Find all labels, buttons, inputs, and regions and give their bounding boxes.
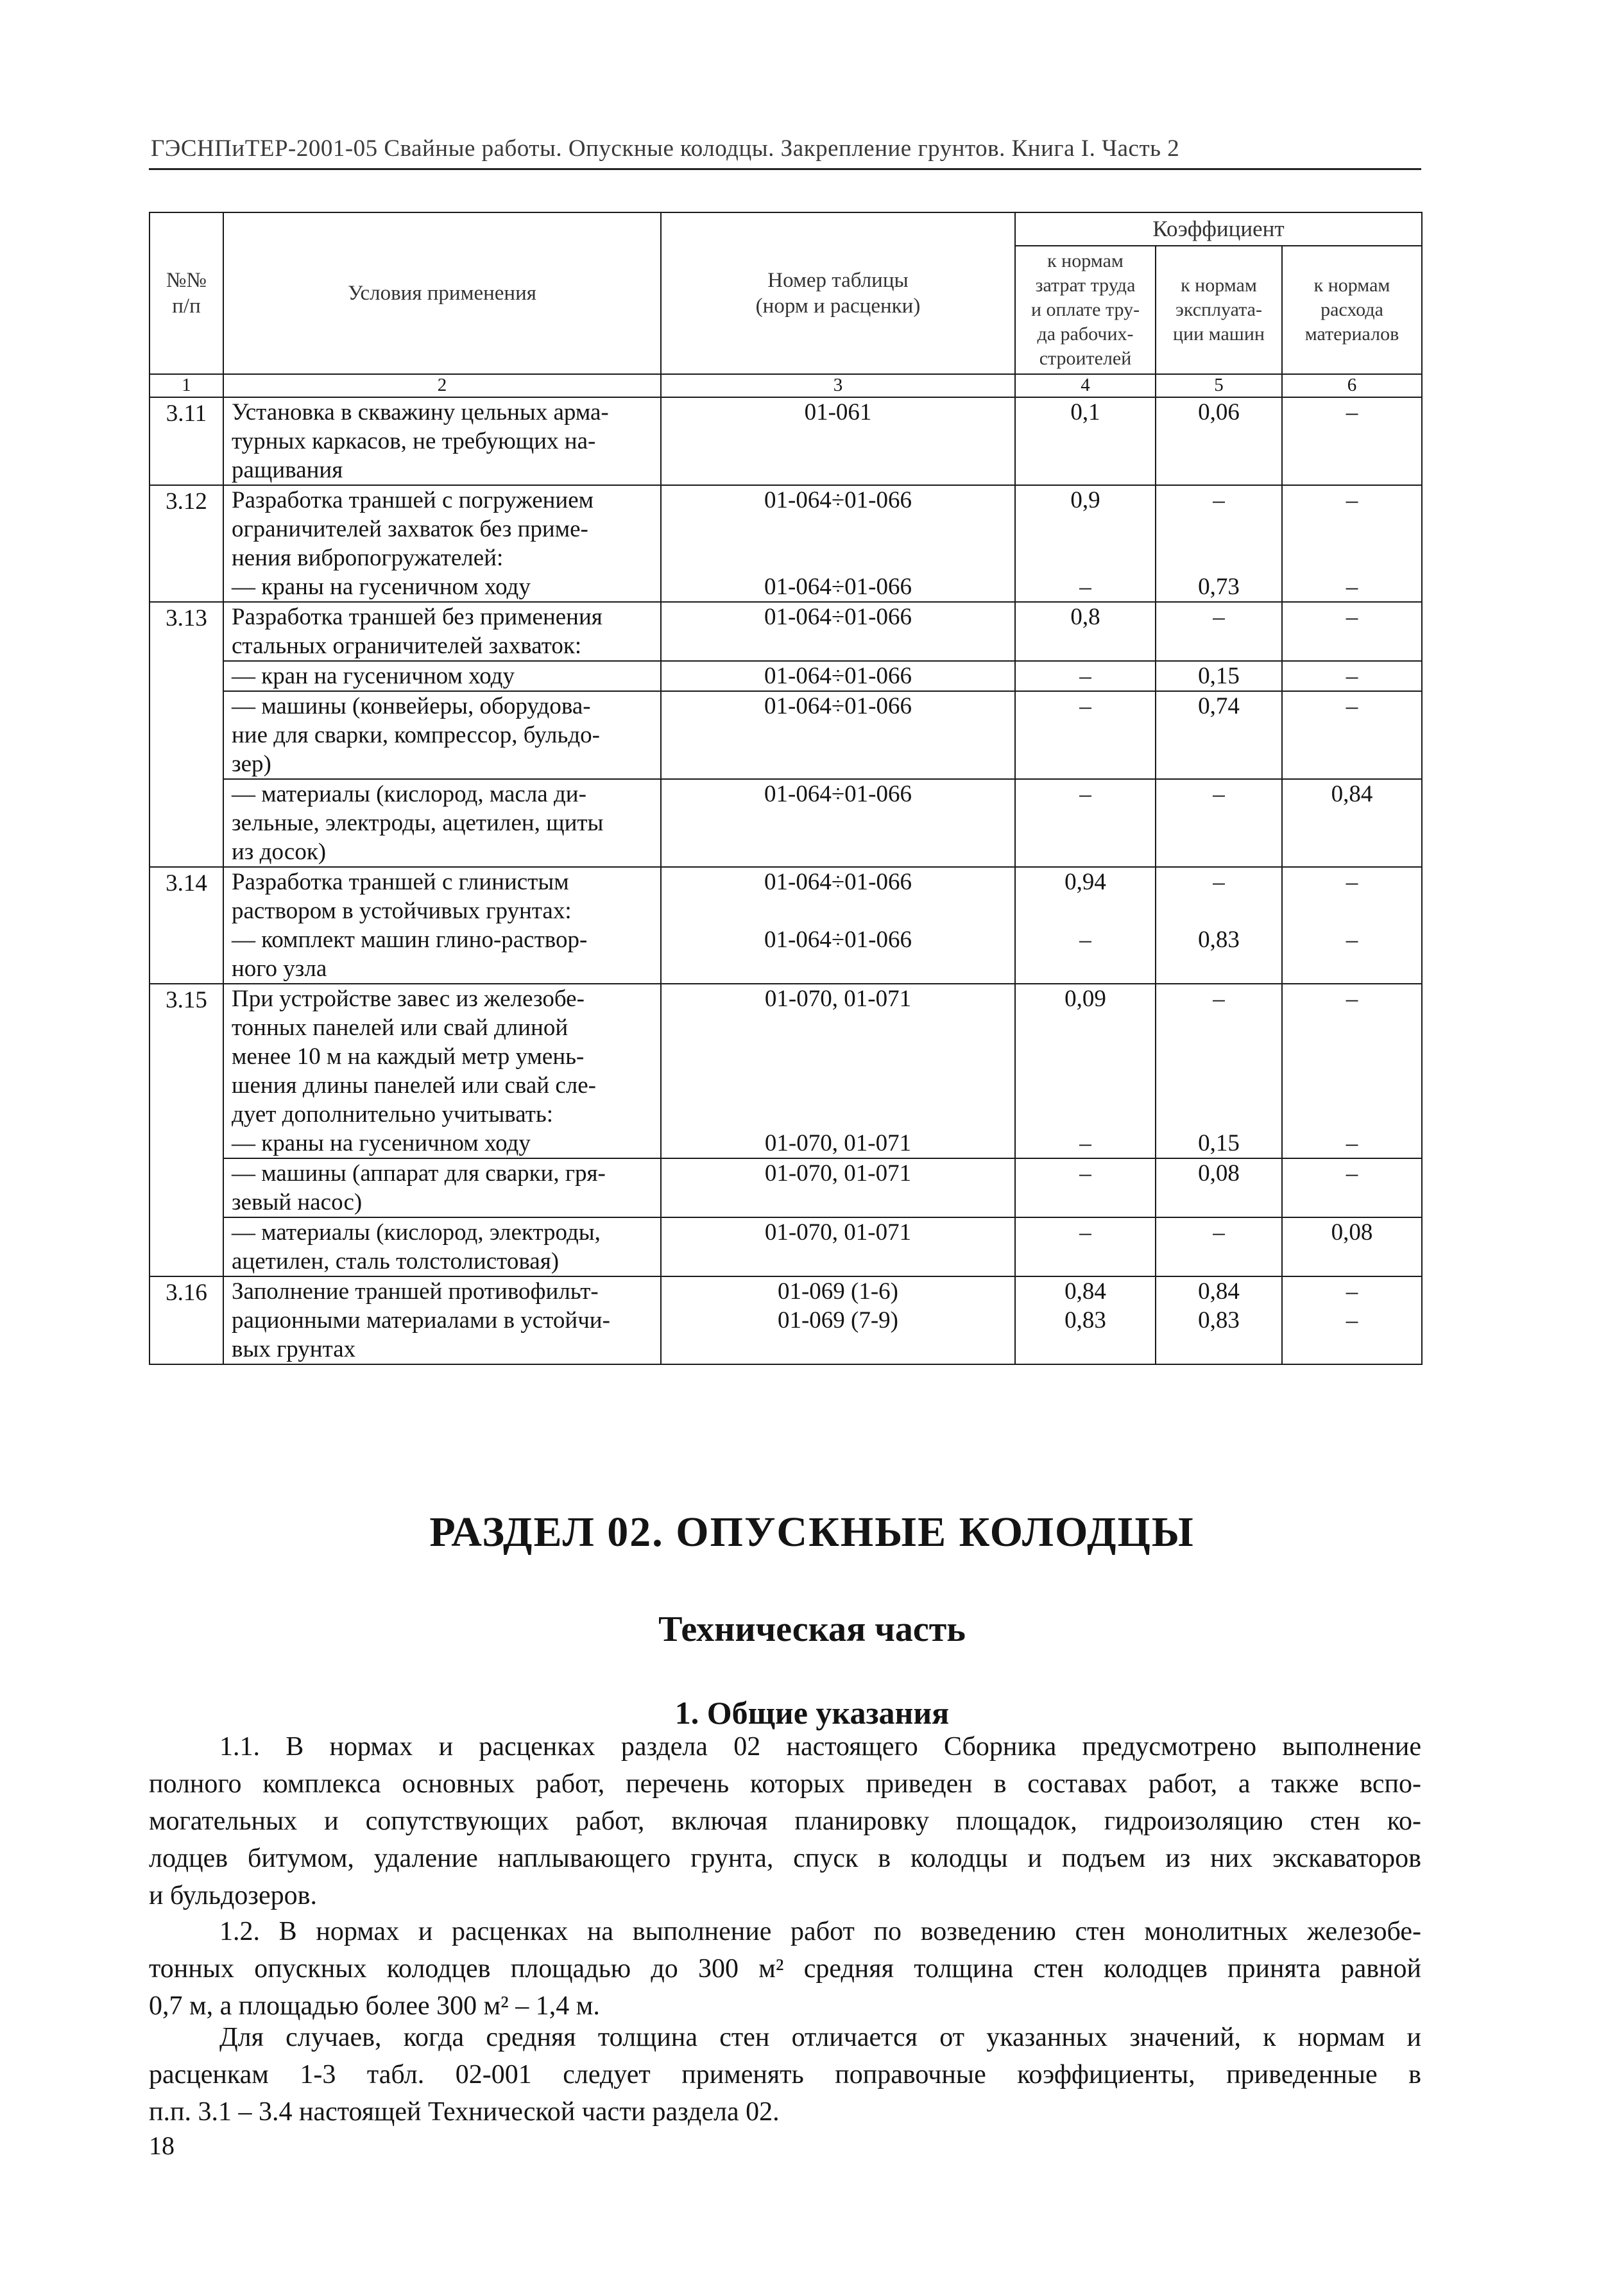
- machines-coef-cell: [1156, 779, 1282, 867]
- materials-coef-cell-line: –: [1346, 487, 1358, 513]
- machines-coef-cell-line: 0,15: [1198, 1130, 1240, 1156]
- labor-coef-cell-line: [1016, 954, 1155, 983]
- col-header-machines-line: к нормам: [1181, 275, 1257, 296]
- conditions-cell-line: зер): [232, 751, 271, 777]
- table-row: [150, 867, 1422, 984]
- paragraph-line: лодцев битумом, удаление наплывающего грунта, спуск в колодцы и подъем из них экскаваторов: [149, 1844, 1421, 1873]
- conditions-cell-line: ращивания: [232, 457, 343, 483]
- col-header-materials-line: материалов: [1304, 323, 1399, 345]
- paragraph-line: могательных и сопутствующих работ, включая планировку площадок, гидроизоляцию стен ко-: [149, 1806, 1421, 1836]
- conditions-cell: [223, 984, 661, 1158]
- materials-coef-cell: [1282, 1276, 1422, 1364]
- col-header-labor: [1015, 246, 1156, 374]
- table-number-cell: [661, 691, 1015, 779]
- labor-coef-cell: [1015, 1217, 1156, 1276]
- header-rule: [149, 168, 1421, 170]
- machines-coef-cell-line: [1156, 544, 1281, 572]
- paragraph-line: тонных опускных колодцев площадью до 300 м² средняя толщина стен колодцев принята равной: [149, 1954, 1421, 1984]
- col-header-machines-line: ции машин: [1173, 323, 1265, 345]
- machines-coef-cell-line: 0,73: [1198, 574, 1240, 600]
- paragraph-correction: [149, 2019, 1421, 2131]
- col-header-conditions: Условия применения: [223, 212, 661, 374]
- conditions-cell-line: Заполнение траншей противофильт-: [232, 1278, 599, 1305]
- conditions-cell: [223, 1158, 661, 1217]
- table-number-cell: [661, 1217, 1015, 1276]
- conditions-cell-line: ацетилен, сталь толстолистовая): [232, 1248, 560, 1274]
- conditions-cell-line: ограничителей захваток без приме-: [232, 516, 588, 542]
- table-number-cell-line: 01-069 (7-9): [777, 1307, 899, 1334]
- machines-coef-cell: [1156, 1217, 1282, 1276]
- col-header-num-line-1: №№: [166, 269, 207, 292]
- machines-coef-cell-line: [1156, 515, 1281, 544]
- table-number-cell-line: 01-070, 01-071: [764, 1219, 912, 1246]
- table-number-cell-line: 01-064÷01-066: [764, 869, 912, 895]
- table-number-cell-line: [662, 954, 1014, 983]
- materials-coef-cell-line: [1283, 954, 1421, 983]
- labor-coef-cell-line: 0,1: [1070, 399, 1100, 425]
- labor-coef-cell: [1015, 984, 1156, 1158]
- conditions-cell-line: стальных ограничителей захваток:: [232, 633, 582, 659]
- labor-coef-cell-line: –: [1079, 927, 1091, 953]
- machines-coef-cell-line: –: [1213, 986, 1225, 1012]
- paragraph-line: Для случаев, когда средняя толщина стен отличается от указанных значений, к нормам и: [219, 2023, 1421, 2052]
- table-number-cell-line: 01-064÷01-066: [764, 574, 912, 600]
- materials-coef-cell: [1282, 1158, 1422, 1217]
- paragraph-line: 0,7 м, а площадью более 300 м² – 1,4 м.: [149, 1991, 600, 2021]
- labor-coef-cell-line: [1016, 1071, 1155, 1100]
- table-number-cell-line: 01-064÷01-066: [764, 663, 912, 689]
- table-number-cell-line: [662, 1071, 1014, 1100]
- conditions-cell-line: — кран на гусеничном ходу: [232, 663, 515, 689]
- materials-coef-cell-line: –: [1346, 1160, 1358, 1187]
- machines-coef-cell-line: –: [1213, 869, 1225, 895]
- machines-coef-cell-line: [1156, 1013, 1281, 1042]
- table-number-cell-line: 01-070, 01-071: [764, 986, 912, 1012]
- table-row: [150, 661, 1422, 691]
- row-number: [150, 661, 223, 691]
- labor-coef-cell-line: –: [1079, 1130, 1091, 1156]
- materials-coef-cell-line: –: [1346, 986, 1358, 1012]
- conditions-cell-line: — материалы (кислород, масла ди-: [232, 781, 586, 807]
- table-number-cell: [661, 661, 1015, 691]
- machines-coef-cell: [1156, 485, 1282, 602]
- machines-coef-cell-line: –: [1213, 781, 1225, 807]
- conditions-cell-line: — краны на гусеничном ходу: [232, 1130, 531, 1156]
- table-row: [150, 1276, 1422, 1364]
- conditions-cell-line: При устройстве завес из железобе-: [232, 986, 585, 1012]
- table-row: [150, 602, 1422, 661]
- machines-coef-cell-line: –: [1213, 604, 1225, 630]
- materials-coef-cell-line: –: [1346, 663, 1358, 689]
- materials-coef-cell: [1282, 779, 1422, 867]
- materials-coef-cell: [1282, 397, 1422, 485]
- materials-coef-cell-line: [1283, 1042, 1421, 1071]
- conditions-cell: [223, 691, 661, 779]
- row-number: [150, 691, 223, 779]
- col-header-table-number-line-1: Номер таблицы: [767, 269, 909, 292]
- materials-coef-cell-line: 0,84: [1331, 781, 1373, 807]
- labor-coef-cell-line: –: [1079, 663, 1091, 689]
- conditions-cell: [223, 1276, 661, 1364]
- conditions-cell-line: турных каркасов, не требующих на-: [232, 428, 596, 454]
- materials-coef-cell: [1282, 485, 1422, 602]
- col-header-machines: [1156, 246, 1282, 374]
- materials-coef-cell-line: –: [1346, 574, 1358, 600]
- column-number: 1: [150, 374, 223, 397]
- materials-coef-cell-line: [1283, 515, 1421, 544]
- col-header-labor-line: затрат труда: [1035, 275, 1136, 296]
- column-number: 5: [1156, 374, 1282, 397]
- conditions-cell-line: шения длины панелей или свай сле-: [232, 1072, 596, 1099]
- labor-coef-cell-line: –: [1079, 781, 1091, 807]
- table-row: [150, 779, 1422, 867]
- machines-coef-cell-line: 0,08: [1198, 1160, 1240, 1187]
- materials-coef-cell: [1282, 661, 1422, 691]
- table-number-cell-line: 01-070, 01-071: [764, 1130, 912, 1156]
- table-row: [150, 1217, 1422, 1276]
- section-title: РАЗДЕЛ 02. ОПУСКНЫЕ КОЛОДЦЫ: [429, 1509, 1195, 1556]
- col-header-labor-line: да рабочих-: [1037, 323, 1134, 345]
- machines-coef-cell: [1156, 1158, 1282, 1217]
- column-number: 2: [223, 374, 661, 397]
- col-header-materials-line: расхода: [1321, 299, 1383, 320]
- row-number: 3.12: [150, 485, 223, 602]
- materials-coef-cell: [1282, 984, 1422, 1158]
- labor-coef-cell-line: [1016, 1013, 1155, 1042]
- table-number-cell-line: [662, 544, 1014, 572]
- labor-coef-cell: [1015, 1158, 1156, 1217]
- row-number: [150, 1158, 223, 1217]
- row-number: 3.11: [150, 397, 223, 485]
- table-number-cell-line: 01-064÷01-066: [764, 927, 912, 953]
- conditions-cell-line: рационными материалами в устойчи-: [232, 1307, 610, 1334]
- conditions-cell-line: дует дополнительно учитывать:: [232, 1101, 554, 1128]
- table-number-cell-line: [662, 515, 1014, 544]
- materials-coef-cell-line: –: [1346, 693, 1358, 719]
- machines-coef-cell: [1156, 691, 1282, 779]
- materials-coef-cell-line: [1283, 896, 1421, 925]
- col-header-materials-line: к нормам: [1313, 275, 1390, 296]
- col-header-labor-line: и оплате тру-: [1030, 299, 1140, 320]
- conditions-cell-line: — машины (аппарат для сварки, гря-: [232, 1160, 606, 1187]
- conditions-cell-line: ние для сварки, компрессор, бульдо-: [232, 722, 601, 748]
- table-number-cell-line: 01-070, 01-071: [764, 1160, 912, 1187]
- materials-coef-cell: [1282, 1217, 1422, 1276]
- machines-coef-cell-line: 0,74: [1198, 693, 1240, 719]
- table-number-cell-line: 01-061: [804, 399, 872, 425]
- materials-coef-cell-line: [1283, 1013, 1421, 1042]
- conditions-cell-line: — комплект машин глино-раствор-: [232, 927, 588, 953]
- labor-coef-cell-line: –: [1079, 693, 1091, 719]
- machines-coef-cell-line: 0,84: [1198, 1278, 1240, 1305]
- labor-coef-cell-line: –: [1079, 1219, 1091, 1246]
- labor-coef-cell-line: [1016, 544, 1155, 572]
- conditions-cell-line: Разработка траншей без применения: [232, 604, 603, 630]
- row-number: 3.16: [150, 1276, 223, 1364]
- table-row: [150, 485, 1422, 602]
- table-number-cell: [661, 779, 1015, 867]
- labor-coef-cell-line: –: [1079, 574, 1091, 600]
- machines-coef-cell-line: 0,83: [1198, 927, 1240, 953]
- materials-coef-cell: [1282, 691, 1422, 779]
- table-row: [150, 691, 1422, 779]
- table-number-cell: [661, 397, 1015, 485]
- materials-coef-cell-line: [1283, 544, 1421, 572]
- materials-coef-cell-line: 0,08: [1331, 1219, 1373, 1246]
- col-header-labor-line: к нормам: [1047, 250, 1124, 271]
- table-number-cell-line: [662, 1013, 1014, 1042]
- machines-coef-cell: [1156, 984, 1282, 1158]
- machines-coef-cell-line: 0,15: [1198, 663, 1240, 689]
- coefficients-table: [149, 212, 1423, 1365]
- conditions-cell-line: из досок): [232, 839, 327, 865]
- paragraph-1-1: [149, 1728, 1421, 1914]
- labor-coef-cell: [1015, 661, 1156, 691]
- labor-coef-cell-line: [1016, 1100, 1155, 1129]
- conditions-cell-line: ного узла: [232, 956, 327, 982]
- materials-coef-cell-line: [1283, 1100, 1421, 1129]
- col-header-num: [150, 212, 223, 374]
- materials-coef-cell-line: –: [1346, 399, 1358, 425]
- conditions-cell-line: зельные, электроды, ацетилен, щиты: [232, 810, 604, 836]
- machines-coef-cell-line: [1156, 1042, 1281, 1071]
- conditions-cell: [223, 397, 661, 485]
- machines-coef-cell-line: 0,83: [1198, 1307, 1240, 1334]
- row-number: 3.15: [150, 984, 223, 1158]
- conditions-cell-line: — краны на гусеничном ходу: [232, 574, 531, 600]
- table-number-cell-line: 01-064÷01-066: [764, 781, 912, 807]
- table-number-cell: [661, 485, 1015, 602]
- table-number-cell: [661, 984, 1015, 1158]
- paragraph-line: 1.2. В нормах и расценках на выполнение работ по возведению стен монолитных железобе-: [219, 1917, 1421, 1946]
- table-row: [150, 984, 1422, 1158]
- machines-coef-cell: [1156, 661, 1282, 691]
- conditions-cell-line: — материалы (кислород, электроды,: [232, 1219, 601, 1246]
- table-row: [150, 1158, 1422, 1217]
- conditions-cell-line: зевый насос): [232, 1189, 363, 1215]
- labor-coef-cell-line: [1016, 515, 1155, 544]
- table-number-cell-line: [662, 896, 1014, 925]
- machines-coef-cell-line: [1156, 896, 1281, 925]
- row-number: [150, 779, 223, 867]
- col-header-coefficient: Коэффициент: [1015, 212, 1422, 246]
- table-row: [150, 397, 1422, 485]
- paragraph-line: полного комплекса основных работ, перечень которых приведен в составах работ, а также вспо-: [149, 1769, 1421, 1799]
- col-header-machines-line: эксплуата-: [1175, 299, 1262, 320]
- conditions-cell-line: тонных панелей или свай длиной: [232, 1015, 568, 1041]
- conditions-cell: [223, 602, 661, 661]
- labor-coef-cell: [1015, 397, 1156, 485]
- materials-coef-cell-line: [1283, 1071, 1421, 1100]
- conditions-cell: [223, 661, 661, 691]
- conditions-cell: [223, 485, 661, 602]
- materials-coef-cell-line: –: [1346, 1278, 1358, 1305]
- conditions-cell-line: менее 10 м на каждый метр умень-: [232, 1043, 585, 1070]
- labor-coef-cell-line: 0,94: [1064, 869, 1106, 895]
- labor-coef-cell: [1015, 485, 1156, 602]
- labor-coef-cell: [1015, 867, 1156, 984]
- conditions-cell-line: Разработка траншей с погружением: [232, 487, 594, 513]
- conditions-cell: [223, 867, 661, 984]
- column-number: 6: [1282, 374, 1422, 397]
- machines-coef-cell-line: –: [1213, 487, 1225, 513]
- table-number-cell: [661, 867, 1015, 984]
- row-number: 3.13: [150, 602, 223, 661]
- labor-coef-cell-line: 0,09: [1064, 986, 1106, 1012]
- labor-coef-cell-line: [1016, 896, 1155, 925]
- subsection-title: Техническая часть: [658, 1609, 966, 1649]
- col-header-table-number-line-2: (норм и расценки): [755, 295, 921, 318]
- paragraph-line: и бульдозеров.: [149, 1881, 317, 1910]
- paragraph-line: расценкам 1-3 табл. 02-001 следует применять поправочные коэффициенты, приведенные в: [149, 2060, 1421, 2089]
- running-header: ГЭСНПиТЕР-2001-05 Свайные работы. Опускные колодцы. Закрепление грунтов. Книга I. Часть 2: [151, 135, 1180, 162]
- paragraph-line: п.п. 3.1 – 3.4 настоящей Технической части раздела 02.: [149, 2097, 780, 2127]
- row-number: 3.14: [150, 867, 223, 984]
- machines-coef-cell-line: –: [1213, 1219, 1225, 1246]
- table-number-cell-line: 01-064÷01-066: [764, 693, 912, 719]
- conditions-cell: [223, 779, 661, 867]
- materials-coef-cell-line: –: [1346, 604, 1358, 630]
- materials-coef-cell-line: –: [1346, 927, 1358, 953]
- labor-coef-cell: [1015, 602, 1156, 661]
- table-number-cell-line: [662, 1100, 1014, 1129]
- col-header-table-number: [661, 212, 1015, 374]
- table-number-cell: [661, 602, 1015, 661]
- labor-coef-cell-line: 0,83: [1064, 1307, 1106, 1334]
- materials-coef-cell-line: –: [1346, 1307, 1358, 1334]
- column-number: 3: [661, 374, 1015, 397]
- labor-coef-cell-line: [1016, 1042, 1155, 1071]
- row-number: [150, 1217, 223, 1276]
- machines-coef-cell-line: [1156, 954, 1281, 983]
- table-number-cell-line: 01-064÷01-066: [764, 487, 912, 513]
- conditions-cell-line: Установка в скважину цельных арма-: [232, 399, 609, 425]
- column-number: 4: [1015, 374, 1156, 397]
- conditions-cell: [223, 1217, 661, 1276]
- table-number-cell: [661, 1276, 1015, 1364]
- materials-coef-cell-line: –: [1346, 869, 1358, 895]
- machines-coef-cell: [1156, 397, 1282, 485]
- table-number-cell-line: 01-064÷01-066: [764, 604, 912, 630]
- materials-coef-cell-line: –: [1346, 1130, 1358, 1156]
- conditions-cell-line: — машины (конвейеры, оборудова-: [232, 693, 591, 719]
- machines-coef-cell: [1156, 1276, 1282, 1364]
- col-header-num-line-2: п/п: [172, 295, 201, 318]
- paragraph-line: 1.1. В нормах и расценках раздела 02 настоящего Сборника предусмотрено выполнение: [219, 1732, 1421, 1762]
- conditions-cell-line: нения вибропогружателей:: [232, 545, 504, 571]
- column-numbers-row: [150, 374, 1422, 397]
- labor-coef-cell-line: 0,9: [1070, 487, 1100, 513]
- col-header-labor-line: строителей: [1039, 348, 1132, 369]
- conditions-cell-line: Разработка траншей с глинистым: [232, 869, 569, 895]
- page-number: 18: [149, 2131, 175, 2160]
- machines-coef-cell-line: [1156, 1071, 1281, 1100]
- machines-coef-cell-line: [1156, 1100, 1281, 1129]
- conditions-cell-line: вых грунтах: [232, 1336, 356, 1362]
- machines-coef-cell: [1156, 867, 1282, 984]
- col-header-materials: [1282, 246, 1422, 374]
- labor-coef-cell-line: 0,84: [1064, 1278, 1106, 1305]
- table-number-cell-line: [662, 1042, 1014, 1071]
- labor-coef-cell-line: 0,8: [1070, 604, 1100, 630]
- machines-coef-cell: [1156, 602, 1282, 661]
- labor-coef-cell: [1015, 691, 1156, 779]
- table-number-cell-line: 01-069 (1-6): [777, 1278, 899, 1305]
- labor-coef-cell-line: –: [1079, 1160, 1091, 1187]
- paragraph-1-2: [149, 1913, 1421, 2025]
- general-instructions-heading: 1. Общие указания: [674, 1695, 950, 1731]
- materials-coef-cell: [1282, 867, 1422, 984]
- labor-coef-cell: [1015, 1276, 1156, 1364]
- materials-coef-cell: [1282, 602, 1422, 661]
- table-number-cell: [661, 1158, 1015, 1217]
- conditions-cell-line: раствором в устойчивых грунтах:: [232, 898, 572, 924]
- machines-coef-cell-line: 0,06: [1198, 399, 1240, 425]
- labor-coef-cell: [1015, 779, 1156, 867]
